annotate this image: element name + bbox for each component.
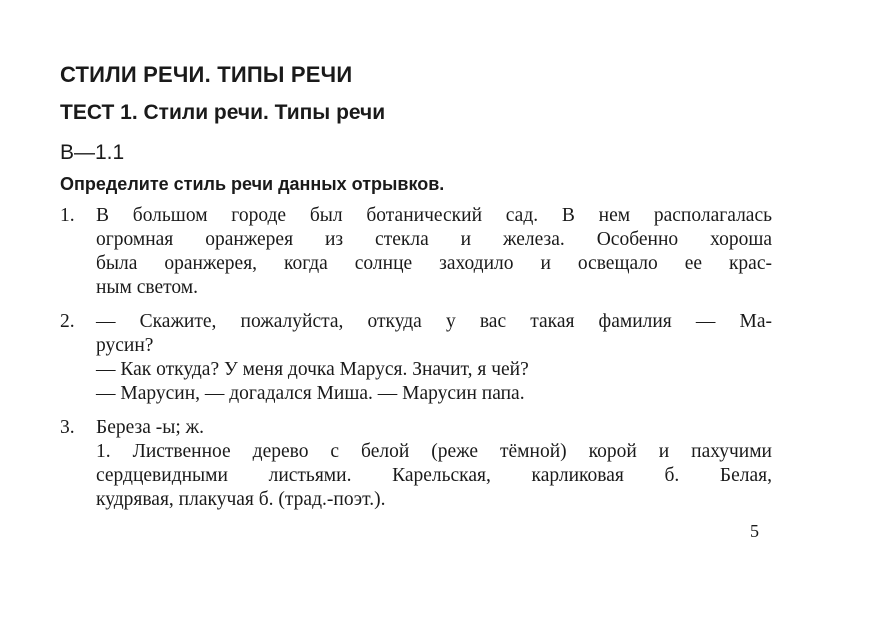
task-instruction: Определите стиль речи данных отрывков. xyxy=(60,174,445,194)
excerpt-item-1 xyxy=(60,204,772,300)
text-line: — Скажите, пожалуйста, откуда у вас такая фамилия — Ма- xyxy=(96,311,772,332)
text-line: В большом городе был ботанический сад. В нем располагалась xyxy=(96,205,772,226)
excerpt-item-3 xyxy=(60,416,772,512)
variant-label: В—1.1 xyxy=(60,141,125,164)
text-line: 1. Лиственное дерево с белой (реже тёмной) корой и пахучими xyxy=(96,441,772,462)
item-number: 2. xyxy=(60,311,75,332)
text-line: огромная оранжерея из стекла и железа. Особенно хороша xyxy=(96,229,772,250)
item-number: 3. xyxy=(60,417,75,438)
excerpt-list xyxy=(60,204,772,522)
text-line: ным светом. xyxy=(96,277,199,298)
item-number: 1. xyxy=(60,205,75,226)
text-line: сердцевидными листьями. Карельская, карликовая б. Белая, xyxy=(96,465,772,486)
text-line: кудрявая, плакучая б. (трад.-поэт.). xyxy=(96,489,386,510)
excerpt-item-2 xyxy=(60,310,772,406)
text-line: — Как откуда? У меня дочка Маруся. Значит, я чей? xyxy=(96,359,529,380)
text-line: Береза -ы; ж. xyxy=(96,417,204,438)
page-number: 5 xyxy=(750,521,759,541)
text-line: — Марусин, — догадался Миша. — Марусин папа. xyxy=(96,383,525,404)
text-line: русин? xyxy=(96,335,154,356)
section-title: СТИЛИ РЕЧИ. ТИПЫ РЕЧИ xyxy=(60,62,353,87)
text-line: была оранжерея, когда солнце заходило и освещало ее крас- xyxy=(96,253,772,274)
test-title: ТЕСТ 1. Стили речи. Типы речи xyxy=(60,101,386,124)
